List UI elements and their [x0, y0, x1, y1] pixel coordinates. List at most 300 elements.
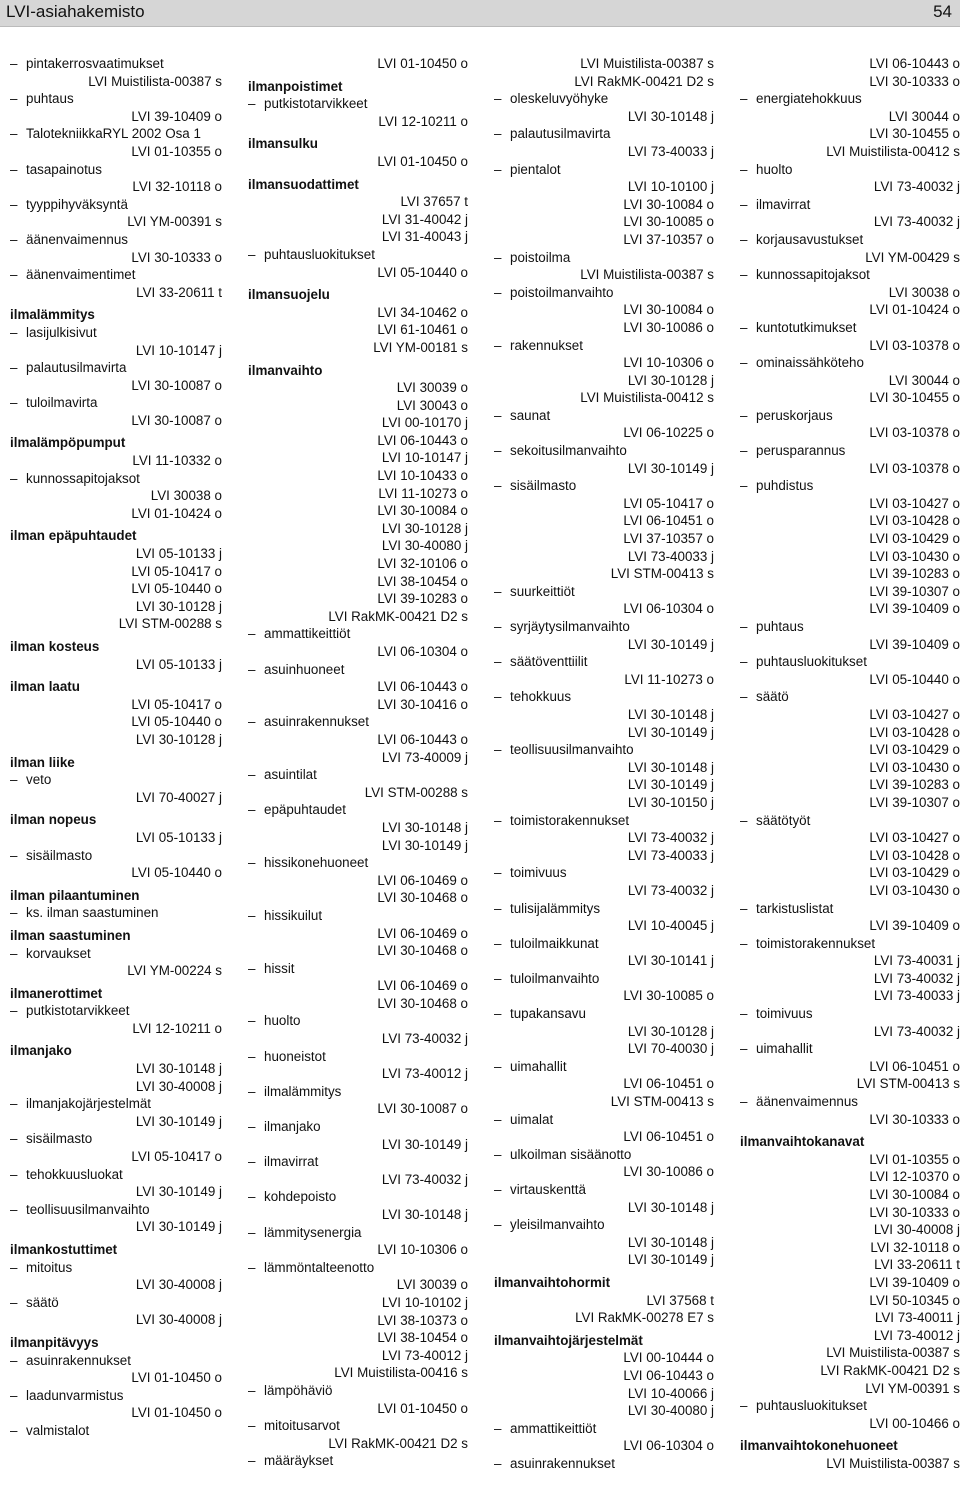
index-subterm: – teollisuusilmanvaihto	[10, 1201, 222, 1219]
index-reference: LVI 39-10409 o	[869, 601, 960, 617]
index-reference: LVI 06-10469 o	[377, 925, 468, 941]
index-reference: LVI 01-10355 o	[131, 143, 222, 159]
index-reference: LVI 06-10304 o	[377, 644, 468, 659]
index-reference: LVI 30-10149 j	[381, 1136, 468, 1152]
index-reference: LVI 01-10424 o	[869, 302, 960, 318]
index-reference: LVI 34-10462 o	[377, 304, 468, 320]
index-reference: LVI 30-10148 j	[135, 1061, 222, 1077]
index-subterm: – toimistorakennukset	[494, 812, 714, 830]
index-term: ilman pilaantuminen	[10, 887, 140, 903]
index-reference: LVI 06-10443 o	[869, 56, 960, 71]
index-reference: LVI 10-10306 o	[623, 355, 714, 371]
index-subterm: – tasapainotus	[10, 161, 222, 179]
index-reference: LVI 73-40032 j	[627, 882, 714, 898]
index-reference: LVI 10-40066 j	[627, 1385, 714, 1401]
index-subterm: – TalotekniikkaRYL 2002 Osa 1	[10, 125, 222, 143]
index-reference: LVI 10-10433 o	[377, 468, 468, 484]
index-reference: LVI 10-40045 j	[627, 918, 714, 934]
index-reference: LVI 61-10461 o	[377, 322, 468, 338]
index-reference: LVI 30-10087 o	[377, 1101, 468, 1117]
index-subterm: – mitoitusarvot	[248, 1417, 468, 1435]
index-reference: LVI 11-10332 o	[132, 453, 222, 469]
index-subterm: – valmistalot	[10, 1422, 222, 1440]
index-reference: LVI 06-10451 o	[869, 1058, 960, 1074]
index-reference: LVI 30038 o	[888, 284, 960, 300]
index-term: ilmanpoistimet	[248, 78, 343, 94]
index-reference: LVI 06-10443 o	[623, 1367, 714, 1383]
index-subterm: – puhtausluokitukset	[740, 1397, 960, 1415]
index-reference: LVI 03-10429 o	[869, 865, 960, 881]
index-subterm: – rakennukset	[494, 337, 714, 355]
index-reference: LVI 12-10211 o	[132, 1020, 222, 1036]
index-reference: LVI 30-40080 j	[381, 538, 468, 554]
index-reference: LVI 30-10128 j	[627, 372, 714, 388]
index-subterm: – uimalat	[494, 1111, 714, 1129]
index-subterm: – säätötyöt	[740, 812, 960, 830]
index-subterm: – palautusilmavirta	[10, 359, 222, 377]
index-subterm: – palautusilmavirta	[494, 125, 714, 143]
index-reference: LVI 11-10273 o	[378, 485, 468, 501]
index-subterm: – lämpöhäviö	[248, 1382, 468, 1400]
index-reference: LVI 30-10149 j	[627, 724, 714, 740]
index-reference: LVI 30-10149 j	[627, 460, 714, 476]
index-reference: LVI 30044 o	[888, 372, 960, 388]
page-title: LVI-asiahakemisto	[6, 2, 145, 21]
index-reference: LVI 73-40032 j	[627, 830, 714, 846]
index-reference: LVI 05-10440 o	[131, 865, 222, 881]
index-reference: LVI 39-10307 o	[869, 583, 960, 599]
index-reference: LVI 30-10468 o	[377, 890, 468, 906]
index-reference: LVI 30-10148 j	[381, 819, 468, 835]
index-reference: LVI 10-10147 j	[135, 342, 222, 358]
index-reference: LVI 30-10148 j	[627, 108, 714, 124]
index-reference: LVI 03-10428 o	[869, 724, 960, 740]
index-reference: LVI 30044 o	[888, 108, 960, 124]
index-subterm: – korjausavustukset	[740, 231, 960, 249]
index-reference: LVI 31-40043 j	[381, 229, 468, 245]
index-reference: LVI 30-10333 o	[869, 1204, 960, 1220]
index-reference: LVI 06-10304 o	[623, 1438, 714, 1454]
index-reference: LVI 06-10443 o	[377, 731, 468, 747]
index-reference: LVI 30-10086 o	[623, 1164, 714, 1180]
index-reference: LVI 05-10417 o	[131, 1149, 222, 1165]
index-reference: LVI 73-40011 j	[874, 1310, 960, 1326]
index-reference: LVI 30-10084 o	[869, 1187, 960, 1202]
index-reference: LVI 01-10355 o	[869, 1151, 960, 1167]
index-subterm: – ks. ilman saastuminen	[10, 904, 222, 922]
index-reference: LVI 37-10357 o	[623, 231, 714, 247]
index-reference: LVI 38-10373 o	[377, 1312, 468, 1328]
index-subterm: – laadunvarmistus	[10, 1387, 222, 1405]
index-subterm: – energiatehokkuus	[740, 90, 960, 108]
index-reference: LVI 37657 t	[400, 194, 468, 210]
index-reference: LVI 30-10148 j	[627, 1234, 714, 1250]
index-subterm: – säätö	[740, 688, 960, 706]
index-reference: LVI 30-10333 o	[869, 73, 960, 89]
index-reference: LVI 73-40032 j	[873, 970, 960, 986]
index-subterm: – ammattikeittiöt	[494, 1420, 714, 1438]
index-term: ilman kosteus	[10, 639, 100, 654]
index-subterm: – hissikuilut	[248, 907, 468, 925]
index-reference: LVI 73-40033 j	[627, 143, 714, 159]
index-reference: LVI 03-10430 o	[869, 759, 960, 775]
index-reference: LVI 70-40030 j	[627, 1041, 714, 1057]
index-subterm: – kohdepoisto	[248, 1188, 468, 1206]
index-reference: LVI 32-10106 o	[377, 556, 468, 572]
index-reference: LVI 37568 t	[646, 1292, 714, 1308]
index-reference: LVI 73-40032 j	[873, 214, 960, 230]
index-subterm: – lämmitysenergia	[248, 1224, 468, 1242]
index-subterm: – äänenvaimennus	[10, 231, 222, 249]
index-subterm: – sisäilmasto	[494, 477, 714, 495]
index-subterm: – sisäilmasto	[10, 1130, 222, 1148]
index-reference: LVI 00-10466 o	[869, 1415, 960, 1431]
index-reference: LVI 73-40012 j	[873, 1327, 960, 1343]
index-reference: LVI 05-10133 j	[135, 829, 222, 845]
index-reference: LVI 06-10451 o	[623, 1076, 714, 1092]
index-reference: LVI 30-10149 j	[627, 636, 714, 652]
index-subterm: – veto	[10, 771, 222, 789]
index-column-4	[740, 55, 960, 1473]
index-reference: LVI 39-10409 o	[869, 918, 960, 934]
index-subterm: – pintakerrosvaatimukset	[10, 55, 222, 73]
index-reference: LVI 30-10333 o	[131, 249, 222, 265]
index-reference: LVI 05-10133 j	[135, 656, 222, 672]
index-reference: LVI 33-20611 t	[874, 1257, 960, 1273]
index-term: ilmansuojelu	[248, 287, 330, 303]
index-subterm: – tehokkuusluokat	[10, 1166, 222, 1184]
index-subterm: – epäpuhtaudet	[248, 801, 468, 819]
index-reference: LVI 10-10306 o	[377, 1242, 468, 1258]
index-reference: LVI 39-10283 o	[377, 591, 468, 607]
index-reference: LVI 30-10085 o	[623, 988, 714, 1004]
index-reference: LVI 30-10148 j	[627, 759, 714, 775]
index-subterm: – kunnossapitojaksot	[740, 266, 960, 284]
index-reference: LVI 30-40080 j	[627, 1403, 714, 1419]
index-reference: LVI 30-10149 j	[627, 777, 714, 793]
index-subterm: – asuinrakennukset	[494, 1455, 714, 1473]
index-subterm: – poistoilma	[494, 249, 714, 267]
index-reference: LVI Muistilista-00412 s	[826, 143, 960, 159]
index-reference: LVI Muistilista-00387 s	[580, 267, 714, 283]
index-subterm: – huoneistot	[248, 1048, 468, 1066]
index-subterm: – uimahallit	[740, 1040, 960, 1058]
index-reference: LVI 05-10133 j	[135, 546, 222, 562]
index-reference: LVI 03-10427 o	[869, 830, 960, 846]
index-subterm: – tuloilmavirta	[10, 394, 222, 412]
index-reference: LVI 30-10455 o	[869, 126, 960, 142]
index-reference: LVI 30-10084 o	[377, 503, 468, 519]
index-subterm: – pientalot	[494, 161, 714, 179]
index-reference: LVI STM-00288 s	[364, 784, 468, 800]
index-subterm: – asuinrakennukset	[248, 713, 468, 731]
index-reference: LVI YM-00429 s	[865, 249, 960, 265]
index-reference: LVI 06-10443 o	[377, 432, 468, 448]
index-reference: LVI 30-10455 o	[869, 390, 960, 406]
index-subterm: – säätöventtiilit	[494, 653, 714, 671]
index-reference: LVI 06-10304 o	[623, 601, 714, 617]
index-term: ilmanerottimet	[10, 985, 103, 1001]
index-reference: LVI 05-10440 o	[377, 264, 468, 280]
index-reference: LVI 11-10273 o	[624, 671, 714, 687]
index-reference: LVI 01-10424 o	[131, 505, 222, 521]
index-reference: LVI 30-10084 o	[623, 302, 714, 318]
index-subterm: – putkistotarvikkeet	[10, 1002, 222, 1020]
index-reference: LVI STM-00288 s	[118, 616, 222, 632]
index-reference: LVI 30-10468 o	[377, 995, 468, 1011]
index-subterm: – ilmanjako	[248, 1118, 468, 1136]
index-reference: LVI 30-10149 j	[135, 1219, 222, 1235]
index-reference: LVI 06-10469 o	[377, 978, 468, 994]
index-reference: LVI 37-10357 o	[623, 531, 714, 547]
index-reference: LVI 39-10283 o	[869, 777, 960, 793]
index-reference: LVI 30-10087 o	[131, 412, 222, 428]
index-subterm: – tulisijalämmitys	[494, 900, 714, 918]
index-term: ilmalämpöpumput	[10, 435, 126, 451]
index-reference: LVI 30-10086 o	[623, 319, 714, 335]
index-reference: LVI YM-00181 s	[373, 339, 468, 355]
index-reference: LVI 30-40008 j	[135, 1277, 222, 1293]
index-column-1	[10, 55, 222, 1440]
index-reference: LVI 30-10141 j	[627, 953, 714, 969]
index-reference: LVI 50-10345 o	[869, 1292, 960, 1308]
index-reference: LVI 73-40032 j	[381, 1031, 468, 1047]
index-reference: LVI 03-10430 o	[869, 882, 960, 898]
index-subterm: – ominaissähköteho	[740, 354, 960, 372]
index-subterm: – ilmalämmitys	[248, 1083, 468, 1101]
index-subterm: – tyyppihyväksyntä	[10, 196, 222, 214]
index-reference: LVI 38-10454 o	[377, 1330, 468, 1346]
index-reference: LVI RakMK-00421 D2 s	[574, 73, 714, 89]
index-subterm: – putkistotarvikkeet	[248, 95, 468, 113]
index-reference: LVI 00-10170 j	[381, 415, 468, 431]
index-subterm: – ilmavirrat	[248, 1153, 468, 1171]
index-reference: LVI 03-10430 o	[869, 548, 960, 564]
index-reference: LVI 30-40008 j	[135, 1078, 222, 1094]
index-term: ilmalämmitys	[10, 307, 95, 323]
index-reference: LVI RakMK-00421 D2 s	[328, 1435, 468, 1451]
index-subterm: – puhtausluokitukset	[740, 653, 960, 671]
index-subterm: – hissit	[248, 960, 468, 978]
index-subterm: – virtauskenttä	[494, 1181, 714, 1199]
index-subterm: – lasijulkisivut	[10, 324, 222, 342]
index-reference: LVI 05-10440 o	[131, 581, 222, 597]
index-subterm: – perusparannus	[740, 442, 960, 460]
index-term: ilmanpitävyys	[10, 1334, 99, 1350]
index-reference: LVI 12-10370 o	[869, 1169, 960, 1185]
index-subterm: – peruskorjaus	[740, 407, 960, 425]
index-term: ilman nopeus	[10, 812, 97, 828]
index-reference: LVI YM-00391 s	[127, 214, 222, 230]
index-reference: LVI 03-10428 o	[869, 513, 960, 529]
index-subterm: – saunat	[494, 407, 714, 425]
index-reference: LVI 10-10102 j	[381, 1294, 468, 1310]
index-reference: LVI 30-40008 j	[135, 1312, 222, 1328]
index-reference: LVI 06-10451 o	[623, 513, 714, 529]
index-reference: LVI 30-10128 j	[381, 520, 468, 536]
index-reference: LVI RakMK-00421 D2 s	[820, 1362, 960, 1378]
index-reference: LVI 73-40032 j	[381, 1171, 468, 1187]
index-reference: LVI 39-10283 o	[869, 566, 960, 582]
index-reference: LVI 03-10378 o	[869, 460, 960, 476]
index-reference: LVI 05-10440 o	[869, 671, 960, 687]
index-subterm: – sisäilmasto	[10, 847, 222, 865]
index-reference: LVI 10-10100 j	[627, 179, 714, 195]
index-term: ilman epäpuhtaudet	[10, 528, 137, 544]
index-reference: LVI 00-10444 o	[623, 1350, 714, 1366]
index-subterm: – huolto	[740, 161, 960, 179]
index-reference: LVI STM-00413 s	[610, 1094, 714, 1110]
index-reference: LVI 03-10378 o	[869, 337, 960, 353]
index-term: ilmansuodattimet	[248, 176, 359, 192]
index-reference: LVI 73-40032 j	[873, 1023, 960, 1039]
index-term: ilmanvaihtokanavat	[740, 1134, 865, 1150]
index-subterm: – kunnossapitojaksot	[10, 470, 222, 488]
index-subterm: – toimivuus	[740, 1005, 960, 1023]
index-reference: LVI Muistilista-00387 s	[88, 73, 222, 89]
index-reference: LVI 12-10211 o	[378, 113, 468, 129]
index-term: ilman liike	[10, 754, 75, 770]
index-reference: LVI 10-10147 j	[381, 450, 468, 466]
index-reference: LVI 30-10468 o	[377, 943, 468, 959]
index-reference: LVI 30-10128 j	[627, 1023, 714, 1039]
index-subterm: – asuinrakennukset	[10, 1352, 222, 1370]
index-reference: LVI 01-10450 o	[131, 1370, 222, 1386]
index-reference: LVI 73-40033 j	[627, 847, 714, 863]
index-subterm: – korvaukset	[10, 945, 222, 963]
index-subterm: – oleskeluvyöhyke	[494, 90, 714, 108]
index-reference: LVI 30-10128 j	[135, 731, 222, 747]
index-reference: LVI 73-40009 j	[381, 749, 468, 765]
index-reference: LVI 30-10148 j	[627, 706, 714, 722]
index-subterm: – säätö	[10, 1294, 222, 1312]
index-reference: LVI 03-10428 o	[869, 847, 960, 863]
index-subterm: – yleisilmanvaihto	[494, 1216, 714, 1234]
index-reference: LVI 05-10417 o	[623, 495, 714, 511]
index-term: ilman saastuminen	[10, 927, 131, 943]
index-term: ilmanvaihto	[248, 362, 323, 378]
index-subterm: – asuinhuoneet	[248, 661, 468, 679]
index-subterm: – puhtaus	[10, 90, 222, 108]
index-columns	[0, 27, 960, 1487]
page-number: 54	[933, 2, 952, 21]
index-reference: LVI Muistilista-00412 s	[580, 390, 714, 406]
index-term: ilmanjako	[10, 1043, 72, 1059]
index-reference: LVI 73-40033 j	[873, 988, 960, 1004]
index-reference: LVI 39-10409 o	[869, 1274, 960, 1290]
index-reference: LVI YM-00224 s	[127, 963, 222, 979]
index-subterm: – määräykset	[248, 1452, 468, 1470]
index-subterm: – toimistorakennukset	[740, 935, 960, 953]
index-subterm: – äänenvaimentimet	[10, 266, 222, 284]
index-reference: LVI 03-10427 o	[869, 706, 960, 722]
index-reference: LVI 30-10416 o	[377, 696, 468, 712]
index-reference: LVI 39-10409 o	[869, 636, 960, 652]
index-reference: LVI 30-10149 j	[627, 1252, 714, 1268]
index-reference: LVI 30-10128 j	[135, 598, 222, 614]
index-reference: LVI 31-40042 j	[381, 211, 468, 227]
index-reference: LVI RakMK-00421 D2 s	[328, 608, 468, 624]
index-subterm: – puhtausluokitukset	[248, 246, 468, 264]
index-reference: LVI 06-10469 o	[377, 872, 468, 888]
index-term: ilmankostuttimet	[10, 1242, 118, 1257]
index-subterm: – puhdistus	[740, 477, 960, 495]
index-subterm: – teollisuusilmanvaihto	[494, 741, 714, 759]
index-reference: LVI 06-10225 o	[623, 425, 714, 441]
index-reference: LVI 73-40031 j	[873, 953, 960, 969]
index-reference: LVI 06-10443 o	[377, 679, 468, 695]
index-reference: LVI 30-10087 o	[131, 377, 222, 393]
index-subterm: – tehokkuus	[494, 688, 714, 706]
index-column-3	[494, 55, 714, 1473]
index-reference: LVI RakMK-00278 E7 s	[575, 1310, 714, 1326]
index-reference: LVI 30-10150 j	[627, 794, 714, 810]
index-reference: LVI 38-10454 o	[377, 573, 468, 589]
index-subterm: – suurkeittiöt	[494, 583, 714, 601]
index-subterm: – äänenvaimennus	[740, 1093, 960, 1111]
page-header	[0, 0, 960, 27]
index-reference: LVI 73-40012 j	[381, 1347, 468, 1363]
index-term: ilmanvaihtokonehuoneet	[740, 1438, 898, 1454]
index-reference: LVI 03-10378 o	[869, 425, 960, 441]
index-reference: LVI 73-40033 j	[627, 548, 714, 564]
index-subterm: – ammattikeittiöt	[248, 625, 468, 643]
index-subterm: – tuloilmanvaihto	[494, 970, 714, 988]
index-subterm: – ulkoilman sisäänotto	[494, 1146, 714, 1164]
index-reference: LVI 30-10333 o	[869, 1111, 960, 1127]
index-reference: LVI 39-10409 o	[131, 108, 222, 124]
index-reference: LVI 03-10429 o	[869, 531, 960, 547]
index-reference: LVI 30043 o	[396, 397, 468, 413]
index-reference: LVI 03-10427 o	[869, 495, 960, 511]
index-term: ilman laatu	[10, 679, 80, 695]
index-reference: LVI 30039 o	[396, 380, 468, 396]
index-reference: LVI Muistilista-00416 s	[334, 1365, 468, 1381]
index-reference: LVI 30-10085 o	[623, 214, 714, 230]
index-reference: LVI 30-10149 j	[381, 837, 468, 853]
index-subterm: – puhtaus	[740, 618, 960, 636]
index-reference: LVI 01-10450 o	[377, 153, 468, 169]
index-reference: LVI 30-10149 j	[135, 1113, 222, 1129]
index-subterm: – syrjäytysilmanvaihto	[494, 618, 714, 636]
index-term: ilmansulku	[248, 136, 318, 152]
index-subterm: – uimahallit	[494, 1058, 714, 1076]
index-subterm: – lämmöntalteenotto	[248, 1259, 468, 1277]
index-subterm: – sekoitusilmanvaihto	[494, 442, 714, 460]
index-subterm: – ilmanjakojärjestelmät	[10, 1095, 222, 1113]
index-subterm: – asuintilat	[248, 766, 468, 784]
index-subterm: – poistoilmanvaihto	[494, 284, 714, 302]
index-reference: LVI 30-10149 j	[135, 1184, 222, 1200]
index-reference: LVI 73-40012 j	[381, 1066, 468, 1082]
index-reference: LVI 01-10450 o	[131, 1405, 222, 1421]
index-column-2	[248, 55, 468, 1470]
index-reference: LVI Muistilista-00387 s	[580, 56, 714, 71]
index-term: ilmanvaihtojärjestelmät	[494, 1332, 643, 1348]
index-reference: LVI 30-10148 j	[381, 1207, 468, 1222]
index-reference: LVI YM-00391 s	[865, 1380, 960, 1396]
index-reference: LVI 39-10307 o	[869, 794, 960, 810]
index-reference: LVI STM-00413 s	[856, 1076, 960, 1092]
index-reference: LVI 06-10451 o	[623, 1129, 714, 1145]
index-subterm: – tuloilmaikkunat	[494, 935, 714, 953]
index-reference: LVI 05-10417 o	[131, 696, 222, 712]
index-reference: LVI 05-10440 o	[131, 714, 222, 730]
index-reference: LVI Muistilista-00387 s	[826, 1345, 960, 1361]
index-reference: LVI 30039 o	[396, 1277, 468, 1293]
index-subterm: – toimivuus	[494, 864, 714, 882]
index-reference: LVI 01-10450 o	[377, 56, 468, 71]
